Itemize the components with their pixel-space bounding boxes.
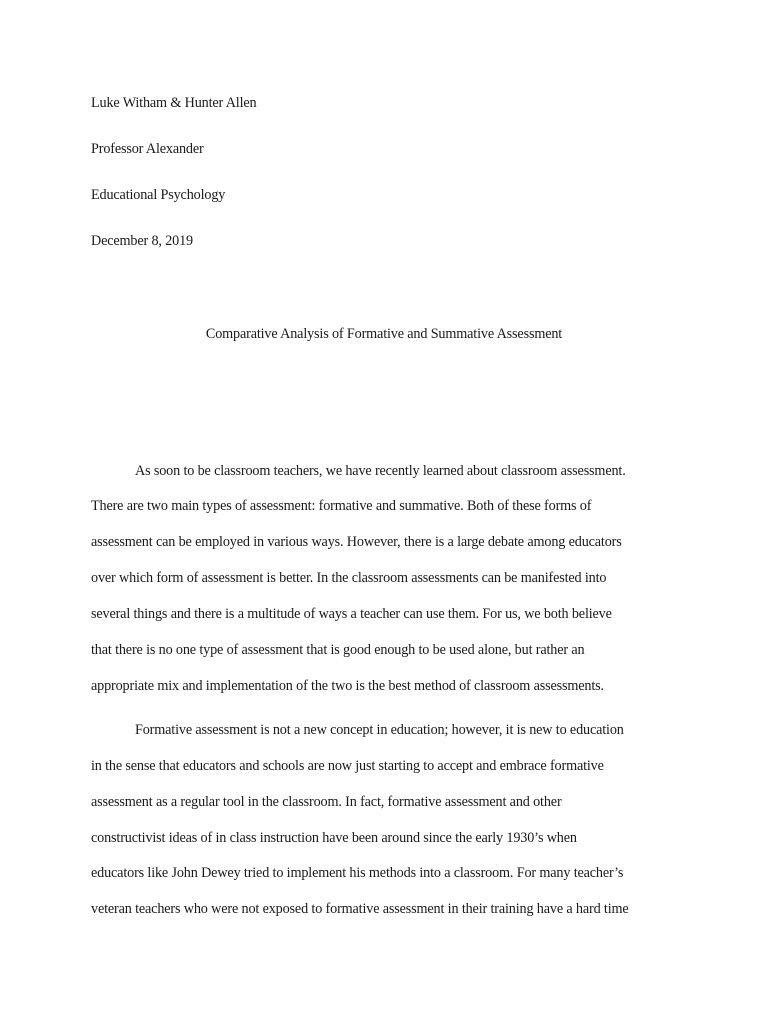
paragraph-line: educators like John Dewey tried to implement his methods into a classroom. For many teacher’s [91,865,624,881]
paragraph-line: over which form of assessment is better. In the classroom assessments can be manifested into [91,570,607,586]
paper-title: Comparative Analysis of Formative and Summative Assessment [205,326,563,342]
paragraph-line: in the sense that educators and schools are now just starting to accept and embrace formative [91,758,604,774]
paragraph-line: As soon to be classroom teachers, we have recently learned about classroom assessment. [135,463,626,479]
paragraph-line: assessment can be employed in various ways. However, there is a large debate among educators [91,534,622,550]
paragraph-line: that there is no one type of assessment that is good enough to be used alone, but rather an [91,642,585,658]
professor-name: Professor Alexander [91,141,204,157]
paragraph-line: constructivist ideas of in class instruction have been around since the early 1930’s when [91,830,577,846]
author-names: Luke Witham & Hunter Allen [91,95,257,111]
paragraph-line: There are two main types of assessment: formative and summative. Both of these forms of [91,498,592,514]
paper-date: December 8, 2019 [91,233,193,249]
paragraph-line: assessment as a regular tool in the classroom. In fact, formative assessment and other [91,794,562,810]
course-name: Educational Psychology [91,187,226,203]
paragraph-line: appropriate mix and implementation of the two is the best method of classroom assessments. [91,678,604,694]
paragraph-line: veteran teachers who were not exposed to formative assessment in their training have a hard time [91,901,629,917]
paragraph-line: several things and there is a multitude of ways a teacher can use them. For us, we both believe [91,606,612,622]
paragraph-line: Formative assessment is not a new concept in education; however, it is new to education [135,722,624,738]
